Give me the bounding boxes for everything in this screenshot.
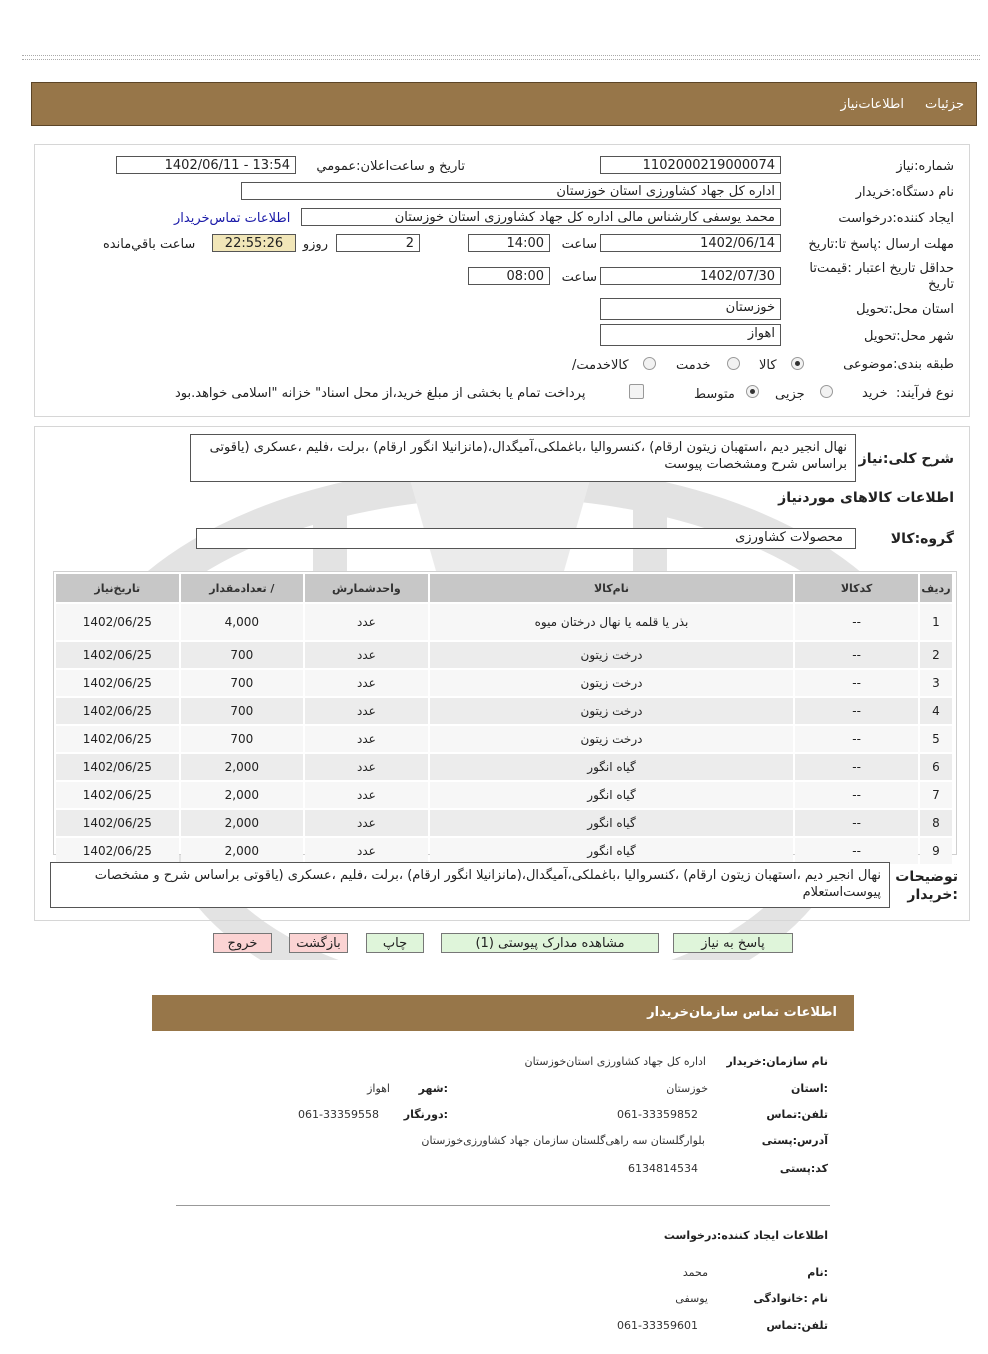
cell-row-number: 3 (920, 670, 952, 696)
cell-need-date: 1402/06/25 (56, 726, 179, 752)
remaining-time-field: 22:55:26 (212, 234, 296, 252)
cell-unit: عدد (305, 838, 428, 864)
creator-family-value: یوسفی (675, 1292, 708, 1305)
cell-goods-name: گیاه انگور (430, 754, 794, 780)
back-button[interactable]: بازگشت (289, 933, 348, 953)
cell-goods-code: -- (795, 726, 918, 752)
remaining-time-label: ساعت باقي‌مانده (103, 237, 196, 252)
buyer-contact-link[interactable]: اطلاعات تماس‌خریدار (174, 211, 291, 226)
cell-row-number: 4 (920, 698, 952, 724)
exit-button[interactable]: خروج (213, 933, 272, 953)
treasury-payment-text: پرداخت تمام یا بخشی از مبلغ خرید،از محل اسناد" خزانه "اسلامی خواهد.بود (175, 386, 586, 401)
cell-quantity: 700 (181, 642, 304, 668)
table-row (56, 670, 952, 696)
contact-province-value: خوزستان (666, 1082, 708, 1095)
table-row (56, 698, 952, 724)
contact-fax-value: 061-33359558 (298, 1108, 379, 1121)
contact-address-label: آدرس:پستی (761, 1134, 828, 1147)
cell-unit: عدد (305, 782, 428, 808)
cell-goods-code: -- (795, 754, 918, 780)
summary-text: نهال انجیر دیم ،استهبان زیتون ارقام) ،کنسروالیا ،باغملکی،آمیگدال،(مانزانیلا انگور ارقام) ،برلت ،فلیم ،عسکری (یاقوتی براساس شرح ومشخصات پیوست (190, 434, 856, 482)
validity-date-field: 1402/07/30 (600, 267, 781, 285)
cell-goods-code: -- (795, 642, 918, 668)
category-service-label: خدمت (676, 358, 711, 373)
contact-divider (176, 1205, 830, 1206)
cell-row-number: 9 (920, 838, 952, 864)
category-goods-service-label: کالاخدمت/ (572, 358, 629, 373)
need-number-label: شماره:نیاز (896, 159, 954, 174)
process-medium-radio[interactable] (746, 385, 759, 398)
contact-address-value: بلوار‌گلستان سه راهی‌گلستان سازمان جهاد کشاورزی‌خوزستان (421, 1134, 705, 1147)
treasury-payment-checkbox[interactable] (629, 384, 644, 399)
deadline-time-field: 14:00 (468, 234, 550, 252)
cell-goods-code: -- (795, 782, 918, 808)
cell-need-date: 1402/06/25 (56, 642, 179, 668)
cell-unit: عدد (305, 642, 428, 668)
cell-goods-name: درخت زیتون (430, 726, 794, 752)
cell-goods-code: -- (795, 810, 918, 836)
header-tab-bar (31, 82, 977, 126)
deadline-label: مهلت ارسال :پاسخ تا:تاریخ (808, 237, 954, 252)
need-number-field: 1102000219000074 (600, 156, 781, 174)
creator-family-label: نام :خانوادگی (753, 1292, 828, 1305)
table-row (56, 604, 952, 640)
col-unit-header: واحد‌شمارش (305, 574, 428, 602)
buyer-notes-label: توضیحات :خریدار (895, 869, 958, 903)
contact-phone-value: 061-33359852 (617, 1108, 698, 1121)
cell-quantity: 2,000 (181, 754, 304, 780)
cell-goods-name: گیاه انگور (430, 838, 794, 864)
cell-need-date: 1402/06/25 (56, 604, 179, 640)
creator-field: محمد یوسفی کارشناس مالی اداره کل جهاد کشاورزی استان خوزستان (301, 208, 781, 226)
cell-unit: عدد (305, 754, 428, 780)
cell-need-date: 1402/06/25 (56, 670, 179, 696)
col-row-header: ردیف (920, 574, 952, 602)
process-minor-radio[interactable] (820, 385, 833, 398)
cell-quantity: 2,000 (181, 782, 304, 808)
city-label: شهر محل:تحویل (864, 329, 954, 344)
creator-name-label: :نام (807, 1266, 828, 1279)
table-row (56, 810, 952, 836)
cell-row-number: 6 (920, 754, 952, 780)
cell-goods-name: درخت زیتون (430, 670, 794, 696)
contact-phone-label: تلفن:تماس (766, 1108, 828, 1121)
table-row (56, 782, 952, 808)
buyer-field: اداره کل جهاد کشاورزی استان خوزستان (241, 182, 781, 200)
validity-time-field: 08:00 (468, 267, 550, 285)
org-name-value: اداره کل جهاد کشاورزی استان‌خوزستان (524, 1055, 706, 1068)
col-qty-header: / تعداد‌مقدار (181, 574, 304, 602)
cell-unit: عدد (305, 604, 428, 640)
cell-goods-name: گیاه انگور (430, 782, 794, 808)
process-type-label: نوع فرآیند: (896, 386, 954, 401)
cell-unit: عدد (305, 726, 428, 752)
category-label: طبقه بندی:موضوعی (843, 357, 954, 372)
category-goods-radio[interactable] (791, 357, 804, 370)
creator-phone-label: تلفن:تماس (766, 1319, 828, 1332)
cell-goods-name: درخت زیتون (430, 698, 794, 724)
col-name-header: نام‌کالا (430, 574, 794, 602)
cell-unit: عدد (305, 670, 428, 696)
cell-quantity: 700 (181, 698, 304, 724)
process-minor-label: جزیی (775, 387, 805, 402)
buyer-notes-text: نهال انجیر دیم ،استهبان زیتون ارقام) ،کنسروالیا ،باغملکی،آمیگدال،(مانزانیلا انگور ارقام) ،برلت ،فلیم ،عسکری (یاقوتی براساس شرح و مشخصات پیوست‌استعلام (50, 862, 890, 908)
process-medium-label: متوسط (694, 387, 735, 402)
cell-need-date: 1402/06/25 (56, 838, 179, 864)
cell-need-date: 1402/06/25 (56, 810, 179, 836)
contact-city-value: اهواز (367, 1082, 390, 1095)
cell-need-date: 1402/06/25 (56, 698, 179, 724)
process-buy-label: خرید (862, 386, 888, 401)
contact-fax-label: :دورنگار (403, 1108, 448, 1121)
contact-province-label: :استان (791, 1082, 828, 1095)
table-row (56, 754, 952, 780)
creator-section-label: اطلاعات ایجاد کننده:درخواست (663, 1229, 828, 1242)
goods-group-field: محصولات کشاورزی (196, 528, 856, 549)
cell-need-date: 1402/06/25 (56, 782, 179, 808)
goods-table (54, 572, 954, 866)
cell-goods-code: -- (795, 698, 918, 724)
view-attachments-button[interactable]: مشاهده مدارک پیوستی (1) (441, 933, 659, 953)
cell-goods-code: -- (795, 838, 918, 864)
cell-row-number: 7 (920, 782, 952, 808)
cell-goods-code: -- (795, 604, 918, 640)
creator-phone-value: 061-33359601 (617, 1319, 698, 1332)
province-field: خوزستان (600, 298, 781, 320)
cell-quantity: 2,000 (181, 838, 304, 864)
contact-city-label: :شهر (418, 1082, 448, 1095)
days-field: 2 (336, 234, 420, 252)
print-button[interactable]: چاپ (366, 933, 424, 953)
city-field: اهواز (600, 324, 781, 346)
cell-unit: عدد (305, 810, 428, 836)
creator-name-value: محمد (682, 1266, 708, 1279)
category-service-radio[interactable] (727, 357, 740, 370)
buyer-label: نام دستگاه:خریدار (855, 185, 954, 200)
cell-goods-name: بذر یا قلمه یا نهال درختان میوه (430, 604, 794, 640)
org-name-label: نام سازمان:خریدار (726, 1055, 828, 1068)
announce-datetime-label: تاریخ و ساعت‌اعلان:عمومي (316, 159, 465, 174)
announce-datetime-field: 1402/06/11 - 13:54 (116, 156, 296, 174)
goods-group-label: گروه:کالا (890, 531, 954, 547)
category-goods-service-radio[interactable] (643, 357, 656, 370)
cell-row-number: 8 (920, 810, 952, 836)
goods-table-frame (53, 571, 957, 858)
cell-quantity: 2,000 (181, 810, 304, 836)
goods-info-label: اطلاعات کالاهای مورد‌نیاز (778, 490, 954, 506)
deadline-time-label: ساعت (561, 237, 597, 252)
cell-need-date: 1402/06/25 (56, 754, 179, 780)
goods-table-header (56, 574, 952, 602)
col-date-header: تاریخ‌نیاز (56, 574, 179, 602)
days-label: روزو (302, 237, 328, 252)
contact-section-title: اطلاعات تماس سازمان‌خریدار (647, 1005, 837, 1020)
contact-postal-label: کد:پستی (779, 1162, 828, 1175)
cell-goods-name: درخت زیتون (430, 642, 794, 668)
tab-need-info[interactable]: اطلاعات‌نیاز (840, 97, 904, 112)
cell-row-number: 2 (920, 642, 952, 668)
province-label: استان محل:تحویل (856, 302, 954, 317)
deadline-date-field: 1402/06/14 (600, 234, 781, 252)
top-separator (22, 55, 980, 60)
cell-quantity: 700 (181, 726, 304, 752)
category-goods-label: کالا (759, 358, 777, 373)
cell-row-number: 5 (920, 726, 952, 752)
cell-goods-code: -- (795, 670, 918, 696)
tab-details[interactable]: جزئیات (925, 97, 964, 112)
table-row (56, 838, 952, 864)
contact-postal-value: 6134814534 (628, 1162, 698, 1175)
cell-unit: عدد (305, 698, 428, 724)
reply-button[interactable]: پاسخ به نیاز (673, 933, 793, 953)
col-code-header: کدکالا (795, 574, 918, 602)
table-row (56, 726, 952, 752)
creator-label: ایجاد کننده:درخواست (838, 211, 954, 226)
cell-quantity: 700 (181, 670, 304, 696)
cell-row-number: 1 (920, 604, 952, 640)
validity-time-label: ساعت (561, 270, 597, 285)
summary-label: شرح کلی:نیاز (858, 451, 954, 467)
cell-goods-name: گیاه انگور (430, 810, 794, 836)
validity-label: حداقل تاریخ اعتبار :قیمت‌تا تاریخ (809, 261, 954, 292)
table-row (56, 642, 952, 668)
cell-quantity: 4,000 (181, 604, 304, 640)
contact-section-header (152, 995, 854, 1031)
